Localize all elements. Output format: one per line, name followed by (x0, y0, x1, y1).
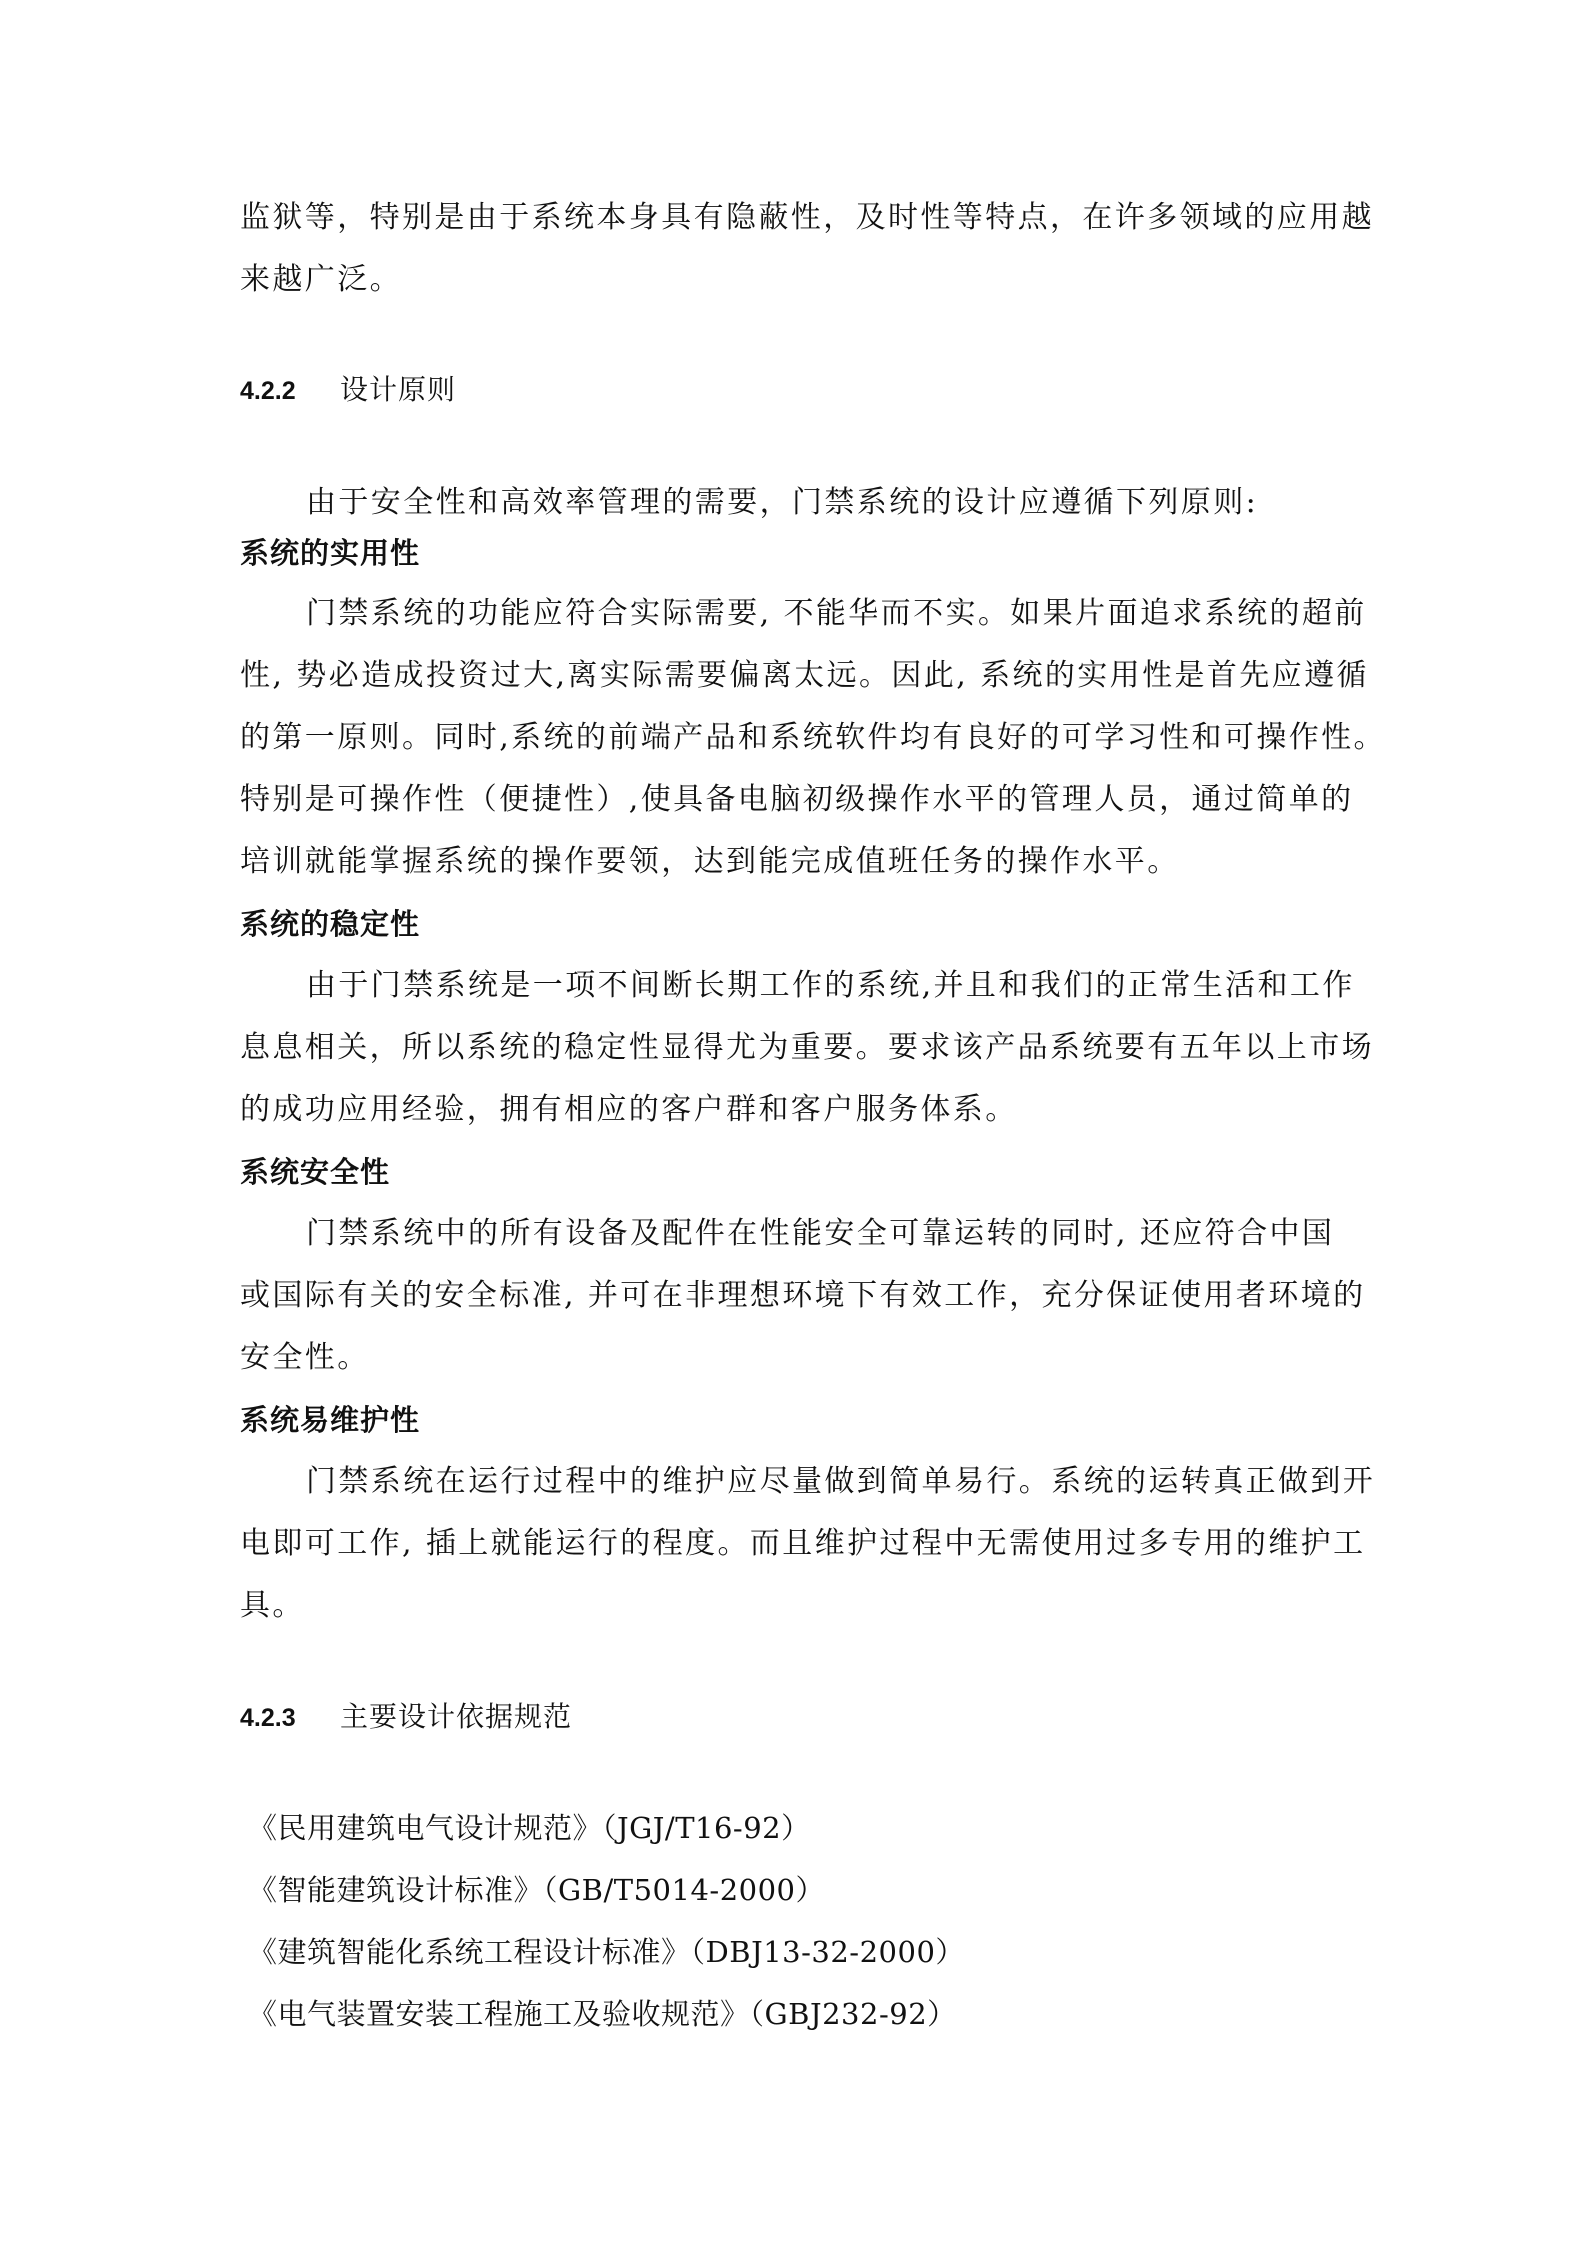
section-heading-4-2-2 (240, 370, 456, 411)
paragraph-line: 来越广泛。 (240, 262, 402, 297)
paragraph-line: 培训就能掌握系统的操作要领，达到能完成值班任务的操作水平。 (240, 844, 1180, 879)
paragraph-line: 门禁系统在运行过程中的维护应尽量做到简单易行。系统的运转真正做到开 (306, 1464, 1376, 1499)
principle-heading-stability: 系统的稳定性 (240, 907, 421, 941)
section-number: 4.2.2 (240, 377, 296, 405)
section-title: 主要设计依据规范 (340, 1700, 573, 1733)
paragraph-line: 特别是可操作性（便捷性）,使具备电脑初级操作水平的管理人员，通过简单的 (240, 782, 1354, 817)
paragraph-line: 门禁系统中的所有设备及配件在性能安全可靠运转的同时, 还应符合中国 (306, 1216, 1335, 1251)
principle-heading-maintainability: 系统易维护性 (240, 1403, 421, 1437)
paragraph-line: 性, 势必造成投资过大,离实际需要偏离太远。因此, 系统的实用性是首先应遵循 (240, 658, 1369, 693)
principle-heading-security: 系统安全性 (240, 1155, 391, 1189)
paragraph-line: 的成功应用经验，拥有相应的客户群和客户服务体系。 (240, 1092, 1018, 1127)
paragraph-line: 息息相关，所以系统的稳定性显得尤为重要。要求该产品系统要有五年以上市场 (240, 1030, 1374, 1065)
reference-item: 《民用建筑电气设计规范》（JGJ/T16-92） (248, 1811, 811, 1845)
reference-item: 《智能建筑设计标准》（GB/T5014-2000） (248, 1873, 825, 1907)
section-title: 设计原则 (340, 373, 457, 406)
paragraph-line: 安全性。 (240, 1340, 370, 1375)
reference-item: 《电气装置安装工程施工及验收规范》（GBJ232-92） (248, 1997, 957, 2031)
section-heading-4-2-3 (240, 1697, 572, 1738)
paragraph-line: 由于门禁系统是一项不间断长期工作的系统,并且和我们的正常生活和工作 (306, 968, 1355, 1003)
principle-heading-practicality: 系统的实用性 (240, 536, 421, 570)
paragraph-line: 具。 (240, 1588, 305, 1623)
intro-paragraph: 由于安全性和高效率管理的需要，门禁系统的设计应遵循下列原则: (306, 485, 1259, 520)
paragraph-line: 电即可工作, 插上就能运行的程度。而且维护过程中无需使用过多专用的维护工 (240, 1526, 1366, 1561)
reference-item: 《建筑智能化系统工程设计标准》（DBJ13-32-2000） (248, 1935, 965, 1969)
paragraph-line: 监狱等，特别是由于系统本身具有隐蔽性，及时性等特点，在许多领域的应用越 (240, 200, 1374, 235)
section-number: 4.2.3 (240, 1704, 296, 1732)
paragraph-line: 或国际有关的安全标准, 并可在非理想环境下有效工作，充分保证使用者环境的 (240, 1278, 1366, 1313)
paragraph-line: 的第一原则。同时,系统的前端产品和系统软件均有良好的可学习性和可操作性。 (240, 720, 1386, 755)
paragraph-line: 门禁系统的功能应符合实际需要, 不能华而不实。如果片面追求系统的超前 (306, 596, 1367, 631)
